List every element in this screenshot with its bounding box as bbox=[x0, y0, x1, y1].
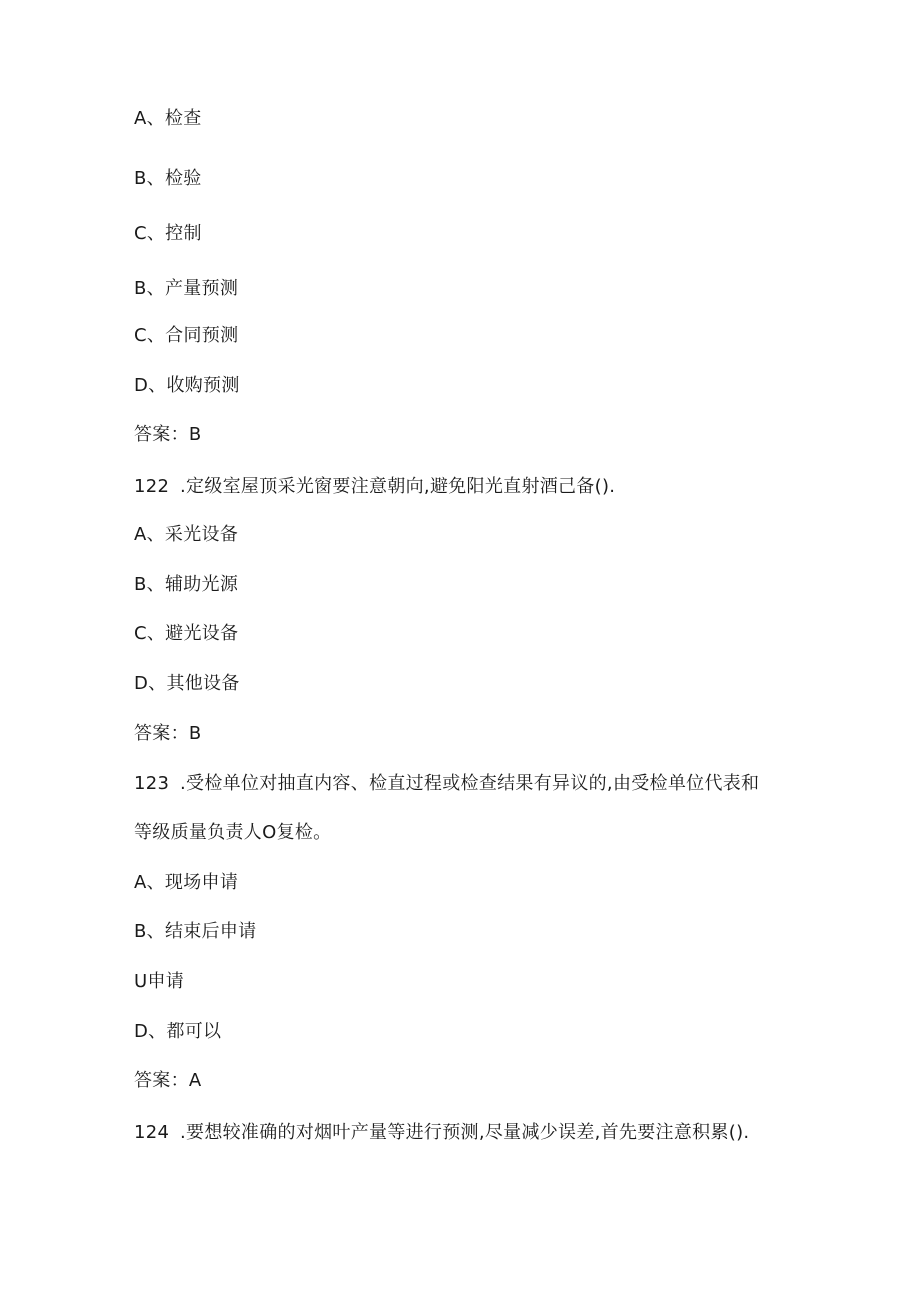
option-d-line: D、都可以 bbox=[134, 1021, 222, 1042]
option-c-line: C、避光设备 bbox=[134, 623, 239, 644]
option-c-line: C、合同预测 bbox=[134, 325, 239, 346]
option-c-line: C、控制 bbox=[134, 223, 202, 244]
question-text: .定级室屋顶采光窗要注意朝向,避免阳光直射酒己备(). bbox=[180, 476, 616, 497]
option-b-line: B、辅助光源 bbox=[134, 574, 239, 595]
option-b-line: B、产量预测 bbox=[134, 278, 239, 299]
option-b-line: B、检验 bbox=[134, 168, 202, 189]
option-c-line: U申请 bbox=[134, 971, 185, 992]
question-number: 123 bbox=[134, 773, 170, 794]
option-d-line: D、收购预测 bbox=[134, 375, 240, 396]
question-continuation: 等级质量负责人O复检。 bbox=[134, 822, 332, 843]
question-text: .要想较准确的对烟叶产量等进行预测,尽量减少误差,首先要注意积累(). bbox=[180, 1122, 750, 1143]
answer-line: 答案：B bbox=[134, 424, 202, 445]
answer-line: 答案：A bbox=[134, 1070, 202, 1091]
option-a-line: A、检查 bbox=[134, 108, 202, 129]
question-122 bbox=[134, 475, 615, 499]
question-number: 122 bbox=[134, 476, 170, 497]
question-123 bbox=[134, 772, 759, 796]
question-124 bbox=[134, 1121, 749, 1145]
option-b-line: B、结束后申请 bbox=[134, 921, 257, 942]
option-d-line: D、其他设备 bbox=[134, 673, 240, 694]
question-text: .受检单位对抽直内容、检直过程或检查结果有异议的,由受检单位代表和 bbox=[180, 773, 760, 794]
answer-line: 答案：B bbox=[134, 723, 202, 744]
option-a-line: A、采光设备 bbox=[134, 524, 239, 545]
question-number: 124 bbox=[134, 1122, 170, 1143]
option-a-line: A、现场申请 bbox=[134, 872, 239, 893]
